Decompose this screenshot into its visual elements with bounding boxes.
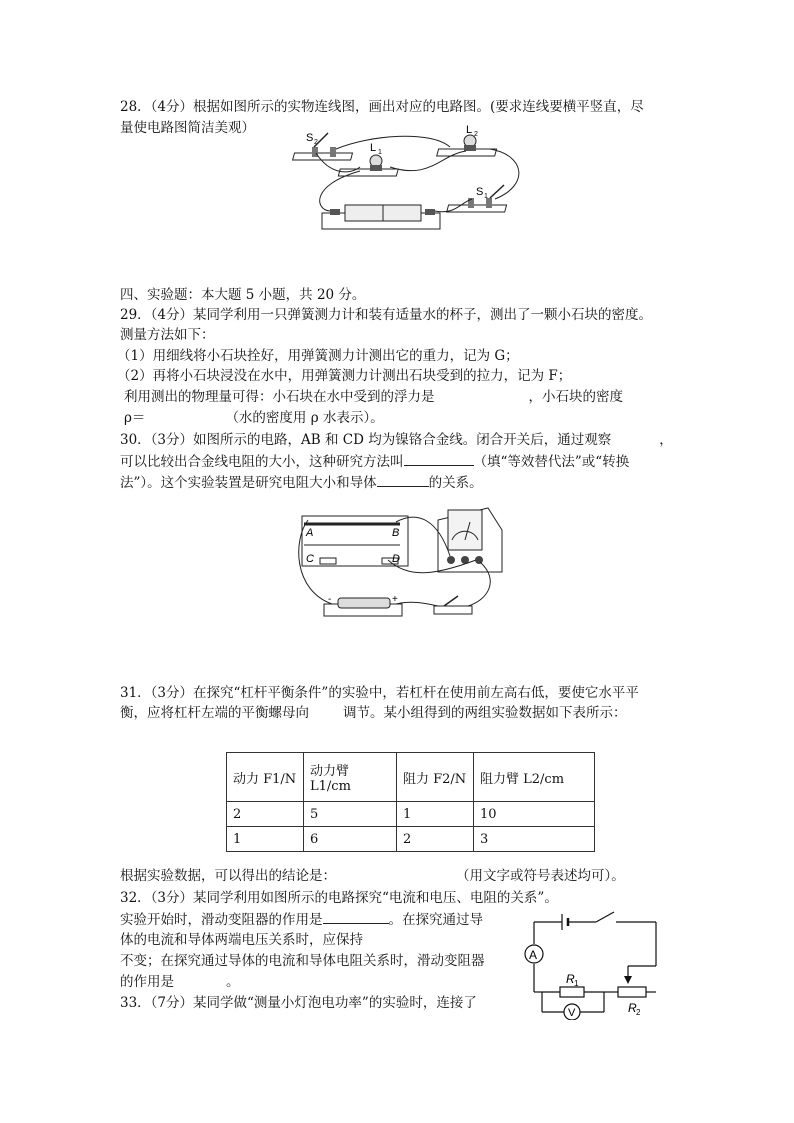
q32-line2	[120, 909, 483, 930]
q32-line5	[120, 972, 240, 992]
lever-data-table	[226, 752, 595, 852]
cell: 3	[474, 827, 595, 852]
table-header-row	[227, 753, 595, 802]
label-c: C	[306, 553, 314, 565]
knife-switch	[434, 596, 472, 614]
q29-line1: 29．（4分）某同学利用一只弹簧测力计和装有适量水的杯子，测出了一颗小石块的密度。	[120, 307, 653, 323]
label-s1-sub: 1	[484, 193, 488, 200]
q32-line1: 32．（3分）某同学利用如图所示的电路探究“电流和电压、电阻的关系”。	[120, 890, 558, 906]
label-ammeter: A	[529, 948, 538, 962]
q32-line5-end: 。	[226, 974, 240, 990]
q31-conclusion-text: 根据实验数据，可以得出的结论是：	[120, 868, 336, 884]
q30-method-blank[interactable]	[404, 451, 474, 466]
q32-role-blank[interactable]	[323, 909, 389, 924]
q30-circuit-figure	[288, 500, 513, 625]
label-l2-sub: 2	[474, 131, 478, 138]
q32-line2-end: 。在探究通过导	[388, 912, 483, 928]
cell: 2	[397, 827, 474, 852]
switch-blade	[596, 912, 614, 922]
lamp-l2	[437, 135, 497, 156]
q28-line2: 量使电路图简洁美观）	[120, 120, 255, 136]
label-a: A	[306, 527, 314, 539]
q29-density-symbol: ρ＝	[124, 410, 146, 426]
q29-step1: （1）用细线将小石块拴好，用弹簧测力计测出它的重力，记为 G；	[117, 348, 519, 364]
label-r2: R	[628, 1001, 637, 1015]
q31-conclusion	[120, 866, 625, 886]
label-r1-sub: 1	[574, 979, 579, 988]
q33-line1: 33．（7分）某同学做“测量小灯泡电功率”的实验时，连接了	[120, 995, 477, 1011]
cell: 2	[227, 802, 304, 827]
q30-line2	[120, 451, 629, 472]
battery-holder	[322, 205, 440, 229]
q31-line2-text: 衡，应将杠杆左端的平衡螺母向	[120, 705, 309, 721]
q30-line1	[120, 430, 673, 450]
label-s1: S	[476, 186, 484, 198]
q32-line3: 体的电流和导体两端电压关系时，应保持	[120, 932, 363, 948]
q30-line2-end: （填“等效替代法”或“转换	[473, 454, 630, 470]
cell: 10	[474, 802, 595, 827]
cell: 5	[304, 802, 397, 827]
q29-step2: （2）再将小石块浸没在水中，用弹簧测力计测出石块受到的拉力，记为 F；	[117, 368, 572, 384]
section-4-heading: 四、实验题：本大题 5 小题，共 20 分。	[120, 287, 366, 303]
q30-line2-text: 可以比较出合金线电阻的大小，这种研究方法叫	[120, 454, 404, 470]
resistor-r1	[560, 987, 584, 997]
label-r2-sub: 2	[636, 1008, 641, 1017]
q32-line5-text: 的作用是	[120, 974, 174, 990]
label-l1-sub: 1	[378, 149, 382, 156]
q31-line2	[120, 703, 627, 723]
q30-line1-text: 30．（3分）如图所示的电路，AB 和 CD 均为镍铬合金线。闭合开关后，通过观察	[120, 432, 612, 448]
table-row	[227, 802, 595, 827]
label-d: D	[392, 553, 400, 565]
q30-line1-end: ，	[659, 432, 673, 448]
q29-line2: 测量方法如下：	[120, 327, 215, 343]
battery	[324, 598, 402, 616]
label-b: B	[392, 527, 400, 539]
q29-density-prompt: ，小石块的密度	[528, 389, 623, 405]
q29-density-note: （水的密度用 ρ 水表示）。	[225, 410, 384, 426]
q31-line2-end: 调节。某小组得到的两组实验数据如下表所示：	[343, 705, 627, 721]
label-l2: L	[466, 125, 473, 136]
header-f1: 动力 F1/N	[227, 753, 304, 802]
header-l1: 动力臂 L1/cm	[304, 753, 397, 802]
cell: 1	[397, 802, 474, 827]
q30-line3-text: 法”）。这个实验装置是研究电阻大小和导体	[120, 475, 377, 491]
q30-factor-blank[interactable]	[377, 472, 429, 487]
table-row	[227, 827, 595, 852]
q32-circuit-diagram	[518, 904, 666, 1020]
q30-line3-end: 的关系。	[428, 475, 483, 491]
q32-line2-text: 实验开始时，滑动变阻器的作用是	[120, 912, 323, 928]
q31-conclusion-end: （用文字或符号表述均可）。	[456, 868, 625, 884]
label-s2-sub: 2	[314, 139, 318, 146]
q30-line3	[120, 472, 483, 493]
header-l2: 阻力臂 L2/cm	[474, 753, 595, 802]
q29-buoyancy-prompt: 利用测出的物理量可得：小石块在水中受到的浮力是	[124, 389, 435, 405]
q29-line6	[124, 408, 384, 428]
q32-line4: 不变；在探究通过导体的电流和导体电阻关系时，滑动变阻器	[120, 953, 485, 969]
q29-line5	[124, 387, 623, 407]
q28-circuit-figure	[290, 125, 535, 235]
label-voltmeter: V	[568, 1007, 576, 1019]
q31-line1: 31．（3分）在探究“杠杆平衡条件”的实验中，若杠杆在使用前左高右低，要使它水平平	[120, 685, 639, 701]
q28-line1: 28．（4分）根据如图所示的实物连线图，画出对应的电路图。(要求连线要横平竖直，尽	[120, 99, 644, 115]
slider-arrowhead	[624, 976, 632, 984]
label-r1: R	[566, 972, 575, 986]
header-f2: 阻力 F2/N	[397, 753, 474, 802]
cell: 6	[304, 827, 397, 852]
label-l1: L	[370, 142, 377, 154]
label-plus: +	[392, 594, 398, 605]
label-s2: S	[306, 132, 314, 144]
rheostat-r2	[618, 987, 646, 997]
cell: 1	[227, 827, 304, 852]
label-minus: -	[328, 594, 332, 605]
